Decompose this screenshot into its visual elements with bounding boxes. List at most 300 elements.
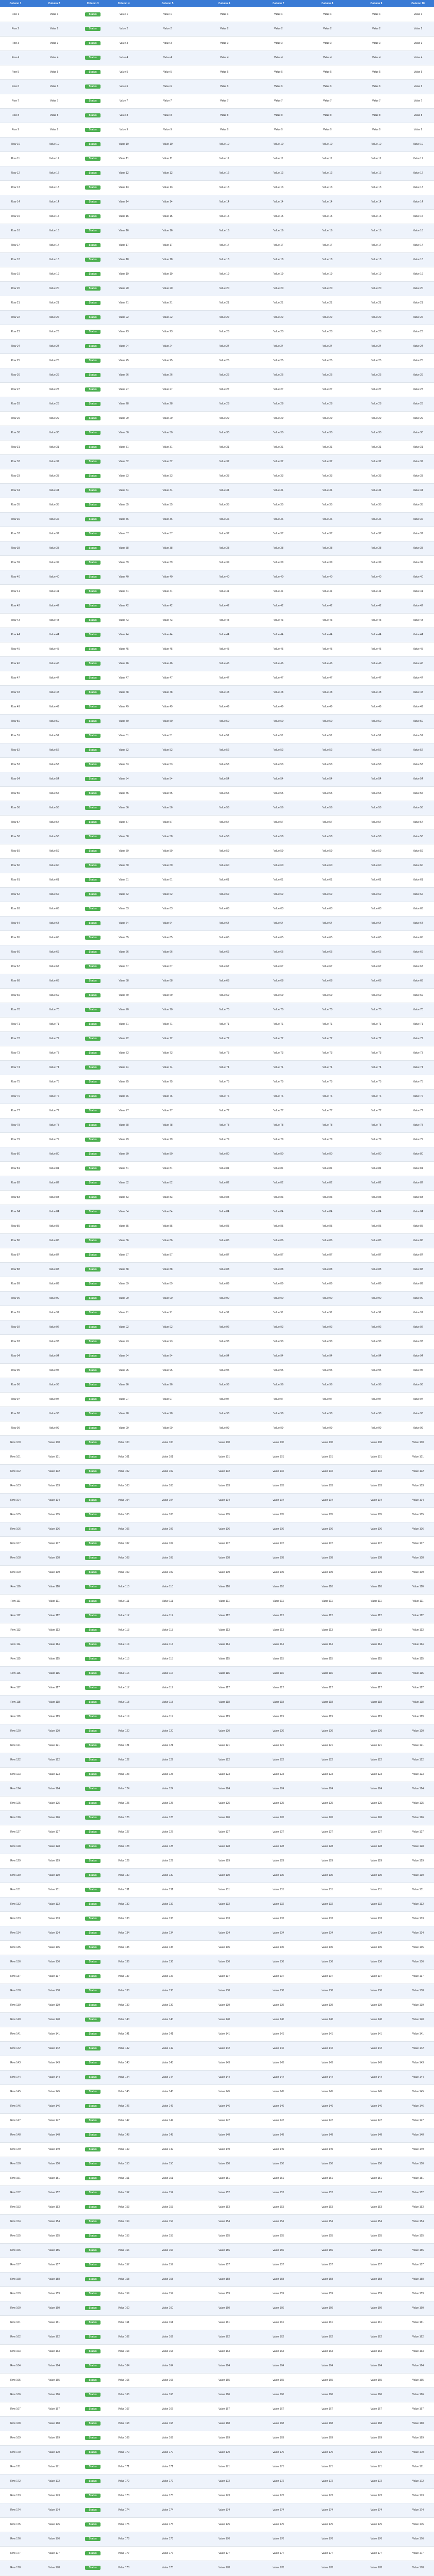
table-cell — [77, 2070, 108, 2084]
table-row — [0, 613, 434, 628]
table-cell: Value 86 — [402, 1233, 434, 1248]
table-cell: Row 126 — [0, 1810, 31, 1825]
table-cell: Value 157 — [139, 2258, 196, 2272]
table-cell: Value 37 — [350, 527, 402, 541]
table-row — [0, 1507, 434, 1522]
status-badge: Status — [85, 1239, 101, 1243]
status-badge: Status — [85, 690, 101, 694]
table-cell: Value 34 — [402, 483, 434, 498]
table-cell: Value 83 — [304, 1190, 350, 1205]
table-cell: Value 108 — [253, 1551, 304, 1565]
table-cell: Value 51 — [304, 728, 350, 743]
table-cell: Value 99 — [350, 1421, 402, 1435]
table-cell: Value 130 — [253, 1868, 304, 1883]
table-cell: Value 50 — [253, 714, 304, 728]
table-cell: Value 61 — [139, 873, 196, 887]
table-cell: Value 124 — [139, 1782, 196, 1796]
table-cell: Value 115 — [402, 1652, 434, 1666]
table-cell: Value 95 — [253, 1363, 304, 1378]
table-cell — [77, 873, 108, 887]
table-cell: Value 177 — [304, 2546, 350, 2561]
table-row — [0, 2330, 434, 2344]
table-cell: Value 107 — [402, 1536, 434, 1551]
table-row — [0, 1753, 434, 1767]
table-cell: Value 162 — [139, 2330, 196, 2344]
table-row — [0, 137, 434, 151]
table-cell: Value 86 — [253, 1233, 304, 1248]
table-cell — [77, 2546, 108, 2561]
table-cell: Value 156 — [304, 2243, 350, 2258]
table-cell: Value 24 — [139, 339, 196, 353]
table-cell — [77, 137, 108, 151]
table-cell: Value 31 — [31, 440, 77, 454]
table-cell: Row 70 — [0, 1003, 31, 1017]
table-cell: Value 25 — [196, 353, 253, 368]
table-cell: Value 176 — [108, 2532, 139, 2546]
table-cell: Value 80 — [31, 1147, 77, 1161]
table-cell: Value 43 — [350, 613, 402, 628]
table-cell — [77, 1219, 108, 1233]
table-cell: Value 176 — [304, 2532, 350, 2546]
table-cell: Value 144 — [350, 2070, 402, 2084]
table-cell: Row 76 — [0, 1089, 31, 1104]
table-cell — [77, 310, 108, 325]
table-cell: Value 107 — [350, 1536, 402, 1551]
status-badge: Status — [85, 2061, 101, 2065]
table-cell: Value 100 — [139, 1435, 196, 1450]
table-cell: Value 3 — [196, 36, 253, 50]
table-cell: Value 3 — [139, 36, 196, 50]
table-cell: Value 27 — [108, 382, 139, 397]
table-row — [0, 656, 434, 671]
table-cell: Value 116 — [304, 1666, 350, 1681]
table-cell: Value 129 — [31, 1854, 77, 1868]
column-header: Column 1 — [9, 2, 22, 5]
table-cell: Row 107 — [0, 1536, 31, 1551]
table-cell: Value 175 — [402, 2517, 434, 2532]
table-cell — [77, 2301, 108, 2315]
status-badge: Status — [85, 2133, 101, 2137]
status-badge: Status — [85, 113, 101, 117]
table-cell — [77, 1969, 108, 1984]
status-badge: Status — [85, 1599, 101, 1603]
table-cell: Value 64 — [31, 916, 77, 930]
table-cell: Value 28 — [139, 397, 196, 411]
status-badge: Status — [85, 2566, 101, 2570]
table-cell: Value 153 — [139, 2200, 196, 2214]
table-cell: Value 33 — [304, 469, 350, 483]
table-cell: Value 6 — [402, 79, 434, 94]
table-cell: Value 133 — [304, 1911, 350, 1926]
table-cell: Row 139 — [0, 1998, 31, 2012]
table-cell: Value 163 — [108, 2344, 139, 2359]
table-cell: Row 13 — [0, 180, 31, 195]
table-cell: Value 37 — [108, 527, 139, 541]
table-cell: Value 113 — [31, 1623, 77, 1637]
table-cell: Value 178 — [31, 2561, 77, 2575]
table-row — [0, 426, 434, 440]
table-cell: Value 115 — [350, 1652, 402, 1666]
column-header: Column 8 — [321, 2, 333, 5]
status-badge: Status — [85, 633, 101, 637]
table-cell: Value 34 — [304, 483, 350, 498]
table-cell: Value 26 — [196, 368, 253, 382]
table-cell: Value 33 — [196, 469, 253, 483]
table-cell — [77, 2344, 108, 2359]
table-cell: Value 78 — [196, 1118, 253, 1132]
status-badge: Status — [85, 604, 101, 608]
table-cell: Value 141 — [108, 2027, 139, 2041]
table-row — [0, 267, 434, 281]
status-badge: Status — [85, 1065, 101, 1070]
table-cell: Value 99 — [304, 1421, 350, 1435]
table-cell: Value 13 — [350, 180, 402, 195]
table-cell: Row 97 — [0, 1392, 31, 1406]
table-cell: Value 93 — [139, 1334, 196, 1349]
table-cell: Value 83 — [350, 1190, 402, 1205]
table-cell: Value 103 — [350, 1479, 402, 1493]
table-cell: Value 62 — [196, 887, 253, 902]
table-cell: Value 72 — [402, 1031, 434, 1046]
table-cell: Row 67 — [0, 959, 31, 974]
table-cell: Value 165 — [304, 2373, 350, 2387]
table-cell: Value 145 — [253, 2084, 304, 2099]
table-row — [0, 2488, 434, 2503]
table-cell: Value 32 — [31, 454, 77, 469]
table-row — [0, 945, 434, 959]
table-cell: Value 139 — [139, 1998, 196, 2012]
table-cell: Value 106 — [108, 1522, 139, 1536]
table-cell: Value 47 — [304, 671, 350, 685]
table-cell: Value 128 — [31, 1839, 77, 1854]
table-row — [0, 2546, 434, 2561]
table-cell: Value 146 — [108, 2099, 139, 2113]
table-cell: Value 171 — [196, 2460, 253, 2474]
table-cell: Value 146 — [253, 2099, 304, 2113]
table-cell: Value 72 — [350, 1031, 402, 1046]
table-cell: Value 66 — [253, 945, 304, 959]
table-cell: Value 47 — [139, 671, 196, 685]
table-cell: Row 23 — [0, 325, 31, 339]
table-cell: Value 50 — [196, 714, 253, 728]
status-badge: Status — [85, 2046, 101, 2050]
table-cell: Value 120 — [196, 1724, 253, 1738]
table-cell: Value 108 — [31, 1551, 77, 1565]
table-cell: Value 99 — [402, 1421, 434, 1435]
table-cell: Value 39 — [304, 555, 350, 570]
table-row — [0, 2315, 434, 2330]
table-cell: Row 163 — [0, 2344, 31, 2359]
table-cell: Value 115 — [108, 1652, 139, 1666]
table-row — [0, 2185, 434, 2200]
table-cell: Value 56 — [196, 801, 253, 815]
table-cell: Row 40 — [0, 570, 31, 584]
status-badge: Status — [85, 2032, 101, 2036]
table-cell: Value 142 — [31, 2041, 77, 2056]
table-cell: Value 143 — [108, 2056, 139, 2070]
table-cell: Row 134 — [0, 1926, 31, 1940]
table-cell: Value 56 — [304, 801, 350, 815]
table-row — [0, 22, 434, 36]
table-cell: Value 46 — [31, 656, 77, 671]
table-cell: Row 35 — [0, 498, 31, 512]
table-cell: Value 93 — [253, 1334, 304, 1349]
table-cell: Value 160 — [350, 2301, 402, 2315]
table-cell: Value 169 — [31, 2431, 77, 2445]
table-cell: Value 168 — [139, 2416, 196, 2431]
table-cell: Value 87 — [402, 1248, 434, 1262]
table-cell: Value 53 — [304, 757, 350, 772]
table-cell — [77, 2373, 108, 2387]
status-badge: Status — [85, 1989, 101, 1993]
table-row — [0, 988, 434, 1003]
table-cell: Row 140 — [0, 2012, 31, 2027]
status-badge: Status — [85, 1455, 101, 1459]
table-cell: Value 36 — [304, 512, 350, 527]
status-badge: Status — [85, 618, 101, 622]
table-cell: Value 45 — [304, 642, 350, 656]
status-badge: Status — [85, 719, 101, 723]
table-cell — [77, 1883, 108, 1897]
table-cell: Value 178 — [253, 2561, 304, 2575]
table-cell: Value 11 — [350, 151, 402, 166]
table-cell: Value 78 — [108, 1118, 139, 1132]
table-cell: Value 31 — [253, 440, 304, 454]
table-cell: Value 25 — [402, 353, 434, 368]
table-cell: Value 52 — [108, 743, 139, 757]
table-cell: Value 59 — [139, 844, 196, 858]
table-row — [0, 2503, 434, 2517]
table-cell — [77, 79, 108, 94]
table-cell: Value 8 — [108, 108, 139, 123]
table-cell: Value 42 — [108, 599, 139, 613]
table-cell: Row 39 — [0, 555, 31, 570]
table-cell: Row 159 — [0, 2286, 31, 2301]
table-cell: Value 91 — [139, 1306, 196, 1320]
table-cell: Value 66 — [304, 945, 350, 959]
table-cell: Value 159 — [402, 2286, 434, 2301]
table-row — [0, 1522, 434, 1536]
table-cell: Row 94 — [0, 1349, 31, 1363]
table-cell: Value 22 — [196, 310, 253, 325]
status-badge: Status — [85, 1729, 101, 1733]
table-cell: Value 51 — [402, 728, 434, 743]
table-cell: Value 101 — [196, 1450, 253, 1464]
status-badge: Status — [85, 1426, 101, 1430]
table-cell: Value 173 — [304, 2488, 350, 2503]
table-cell: Value 8 — [350, 108, 402, 123]
table-cell — [77, 209, 108, 224]
table-row — [0, 1089, 434, 1104]
table-cell: Value 95 — [304, 1363, 350, 1378]
table-row — [0, 786, 434, 801]
table-cell: Value 78 — [139, 1118, 196, 1132]
table-cell: Value 141 — [31, 2027, 77, 2041]
table-cell — [77, 1955, 108, 1969]
table-cell: Value 79 — [196, 1132, 253, 1147]
table-cell: Value 40 — [139, 570, 196, 584]
table-cell: Value 146 — [196, 2099, 253, 2113]
table-cell: Value 121 — [304, 1738, 350, 1753]
table-cell: Value 74 — [350, 1060, 402, 1075]
table-cell: Value 73 — [196, 1046, 253, 1060]
table-cell: Row 168 — [0, 2416, 31, 2431]
table-cell: Row 143 — [0, 2056, 31, 2070]
table-row — [0, 1926, 434, 1940]
table-row — [0, 2171, 434, 2185]
table-cell: Value 117 — [253, 1681, 304, 1695]
table-cell: Value 103 — [196, 1479, 253, 1493]
table-cell: Value 145 — [31, 2084, 77, 2099]
table-row — [0, 1551, 434, 1565]
table-cell: Value 113 — [304, 1623, 350, 1637]
table-cell: Value 136 — [196, 1955, 253, 1969]
table-cell: Value 142 — [139, 2041, 196, 2056]
table-cell — [77, 1017, 108, 1031]
table-cell: Value 148 — [196, 2128, 253, 2142]
table-cell: Value 126 — [108, 1810, 139, 1825]
table-cell: Value 92 — [304, 1320, 350, 1334]
table-cell: Value 120 — [139, 1724, 196, 1738]
status-badge: Status — [85, 806, 101, 810]
table-cell: Value 48 — [108, 685, 139, 700]
table-cell: Value 49 — [108, 700, 139, 714]
table-cell: Value 41 — [108, 584, 139, 599]
status-badge: Status — [85, 2003, 101, 2007]
table-cell: Value 178 — [402, 2561, 434, 2575]
status-badge: Status — [85, 2508, 101, 2512]
table-cell: Value 174 — [304, 2503, 350, 2517]
table-cell: Value 97 — [402, 1392, 434, 1406]
table-cell: Value 17 — [31, 238, 77, 252]
table-cell: Value 75 — [402, 1075, 434, 1089]
table-cell — [77, 2272, 108, 2286]
table-row — [0, 1277, 434, 1291]
column-header: Column 9 — [370, 2, 382, 5]
table-cell: Value 18 — [196, 252, 253, 267]
table-cell: Value 18 — [108, 252, 139, 267]
table-cell: Value 94 — [350, 1349, 402, 1363]
status-badge: Status — [85, 993, 101, 997]
table-cell: Value 73 — [253, 1046, 304, 1060]
table-row — [0, 281, 434, 296]
table-cell: Row 169 — [0, 2431, 31, 2445]
table-cell: Value 168 — [108, 2416, 139, 2431]
table-cell: Value 6 — [139, 79, 196, 94]
table-cell: Value 96 — [350, 1378, 402, 1392]
table-cell: Value 20 — [304, 281, 350, 296]
table-cell: Value 177 — [402, 2546, 434, 2561]
table-cell: Value 163 — [402, 2344, 434, 2359]
table-cell: Value 110 — [304, 1580, 350, 1594]
table-row — [0, 1406, 434, 1421]
table-cell: Value 26 — [108, 368, 139, 382]
table-cell: Value 116 — [350, 1666, 402, 1681]
status-badge: Status — [85, 431, 101, 435]
status-badge: Status — [85, 748, 101, 752]
table-cell: Value 162 — [108, 2330, 139, 2344]
table-cell: Value 31 — [196, 440, 253, 454]
table-cell: Value 32 — [108, 454, 139, 469]
table-cell: Value 71 — [253, 1017, 304, 1031]
table-cell: Value 178 — [108, 2561, 139, 2575]
table-cell: Row 153 — [0, 2200, 31, 2214]
table-cell: Value 173 — [196, 2488, 253, 2503]
table-cell: Value 172 — [139, 2474, 196, 2488]
table-cell: Value 80 — [402, 1147, 434, 1161]
table-row — [0, 368, 434, 382]
table-cell: Value 157 — [253, 2258, 304, 2272]
table-cell: Row 30 — [0, 426, 31, 440]
table-cell — [77, 2532, 108, 2546]
table-cell — [77, 1406, 108, 1421]
table-cell: Value 133 — [402, 1911, 434, 1926]
table-cell: Value 19 — [304, 267, 350, 281]
table-cell: Value 153 — [402, 2200, 434, 2214]
table-row — [0, 166, 434, 180]
table-cell: Value 166 — [31, 2387, 77, 2402]
table-cell: Row 114 — [0, 1637, 31, 1652]
table-cell: Row 41 — [0, 584, 31, 599]
table-cell: Value 40 — [402, 570, 434, 584]
table-cell: Row 102 — [0, 1464, 31, 1479]
table-cell: Value 52 — [196, 743, 253, 757]
table-cell: Value 92 — [402, 1320, 434, 1334]
table-cell: Value 144 — [304, 2070, 350, 2084]
table-cell: Value 101 — [402, 1450, 434, 1464]
table-cell: Value 61 — [31, 873, 77, 887]
table-cell: Value 100 — [304, 1435, 350, 1450]
table-cell: Value 125 — [139, 1796, 196, 1810]
table-cell: Row 24 — [0, 339, 31, 353]
table-cell: Value 45 — [402, 642, 434, 656]
table-cell: Row 86 — [0, 1233, 31, 1248]
table-cell: Row 91 — [0, 1306, 31, 1320]
table-cell: Row 178 — [0, 2561, 31, 2575]
table-cell: Value 170 — [108, 2445, 139, 2460]
table-cell: Value 81 — [31, 1161, 77, 1176]
status-badge: Status — [85, 2551, 101, 2555]
table-cell: Row 81 — [0, 1161, 31, 1176]
status-badge: Status — [85, 705, 101, 709]
table-cell: Value 168 — [196, 2416, 253, 2431]
table-cell: Row 62 — [0, 887, 31, 902]
table-cell: Value 105 — [31, 1507, 77, 1522]
table-cell: Value 9 — [196, 123, 253, 137]
table-cell: Value 43 — [196, 613, 253, 628]
table-cell: Value 166 — [139, 2387, 196, 2402]
table-cell: Value 169 — [350, 2431, 402, 2445]
table-cell: Row 1 — [0, 7, 31, 22]
table-cell: Value 148 — [139, 2128, 196, 2142]
table-cell: Value 166 — [196, 2387, 253, 2402]
table-cell: Value 30 — [350, 426, 402, 440]
table-cell: Value 135 — [108, 1940, 139, 1955]
table-cell: Value 169 — [139, 2431, 196, 2445]
table-cell: Value 147 — [196, 2113, 253, 2128]
table-cell: Row 141 — [0, 2027, 31, 2041]
table-cell: Value 123 — [253, 1767, 304, 1782]
table-cell: Value 126 — [196, 1810, 253, 1825]
status-badge: Status — [85, 1080, 101, 1084]
table-cell: Value 140 — [108, 2012, 139, 2027]
table-cell: Value 23 — [196, 325, 253, 339]
table-cell: Value 27 — [304, 382, 350, 397]
table-cell — [77, 743, 108, 757]
status-badge: Status — [85, 921, 101, 925]
table-cell: Value 175 — [253, 2517, 304, 2532]
table-row — [0, 1666, 434, 1681]
